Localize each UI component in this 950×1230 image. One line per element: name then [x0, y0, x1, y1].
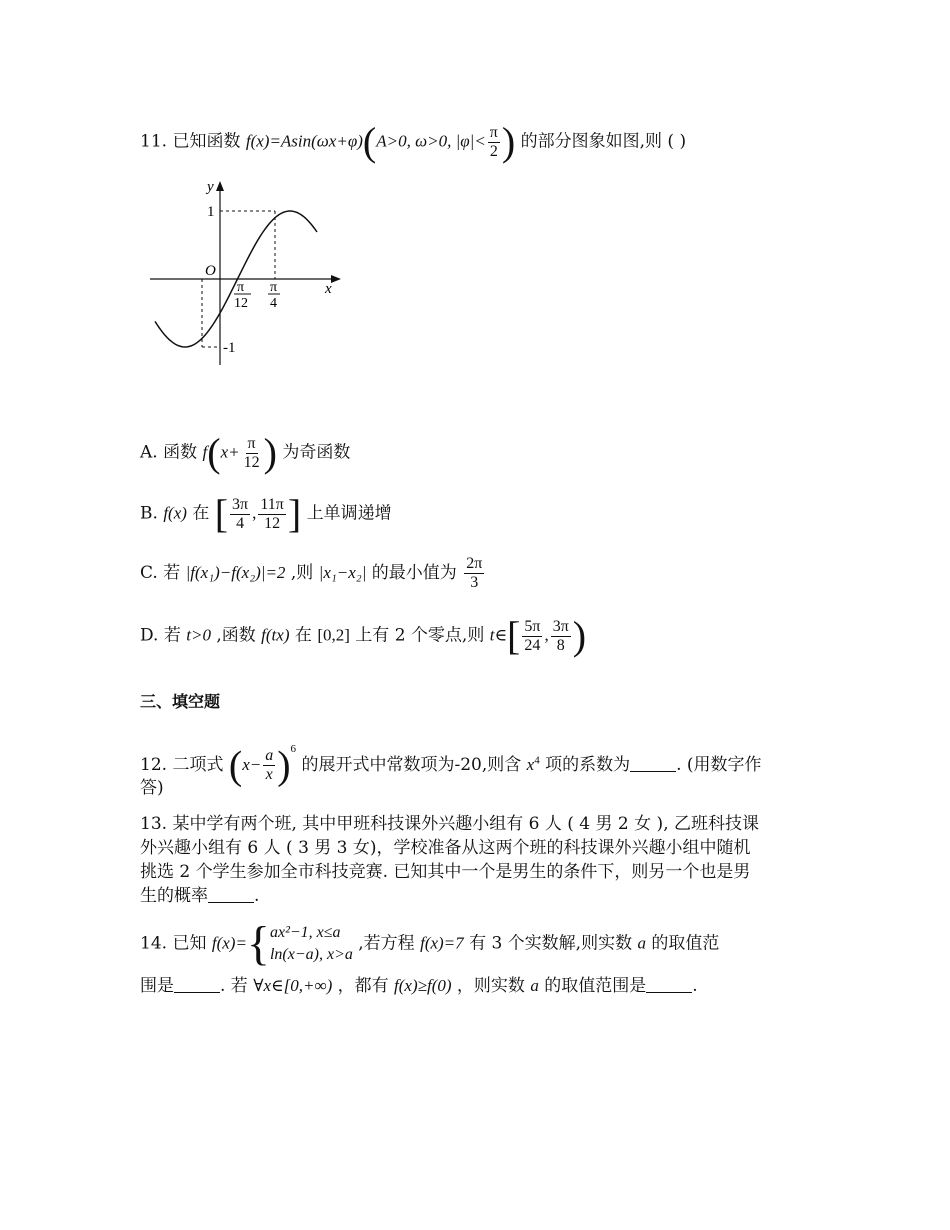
- tick1-num: π: [237, 280, 245, 295]
- q14-answer-blank-2[interactable]: [646, 976, 692, 993]
- tick2-den: 4: [270, 296, 277, 311]
- q14-piecewise: ax²−1, x≤a ln(x−a), x>a: [269, 924, 353, 963]
- y-axis-label: y: [207, 179, 214, 195]
- q11-stem-post: 的部分图象如图,则: [520, 131, 663, 152]
- y-axis-arrow: [216, 181, 224, 191]
- q11-option-d: D. 若 t>0 ,函数 f(tx) 在 [0,2] 上有 2 个零点,则 t∈[ $\frac{5\pi}{24}$ , $\frac{3\pi}{8}$ ): [140, 613, 587, 658]
- y-min-label: -1: [223, 340, 236, 356]
- q11-option-c: C. 若 |f(x₁)−f(x₂)|=2 ,则 |x₁−x₂| 的最小值为 $\frac{2\pi}{3}$: [140, 555, 483, 591]
- q11-option-b: B. f(x) 在 [ $\frac{3\pi}{4}$ , $\frac{11\pi}{12}$ ] 上单调递增: [140, 491, 392, 536]
- q11-stem: 11. 已知函数 f(x)=Asin(ωx+φ)(A>0, ω>0, |φ|< $\frac{\pi}{2}$ ) 的部分图象如图,则 ( ): [140, 119, 687, 164]
- section-heading: 三、填空题: [140, 692, 221, 711]
- q11-answer-paren: ( ): [667, 131, 687, 152]
- q12-line2: 答): [140, 778, 164, 798]
- x-axis-label: x: [325, 281, 332, 297]
- q11-func: f(x)=Asin(ωx+φ): [245, 131, 363, 151]
- q11-stem-pre: 已知函数: [172, 131, 241, 152]
- q13-answer-blank[interactable]: [208, 886, 254, 903]
- q14-answer-blank-1[interactable]: [174, 976, 220, 993]
- q11-function-graph: [145, 175, 345, 375]
- tick1-den: 12: [234, 296, 248, 311]
- q12-line1: 12. 二项式 (x− $\frac{a}{x}$ )$^6$ 的展开式中常数项为-20,则含 $x^4$ 项的系数为 . (用数字作: [140, 742, 762, 788]
- q14-line2: 围是 . 若 ∀x∈[0,+∞) ，都有 f(x)≥f(0) ，则实数 a 的取值范围是 .: [140, 976, 698, 996]
- q14-line1: 14. 已知 f(x)={ ax²−1, x≤a ln(x−a), x>a ,若方程 f(x)=7 有 3 个实数解,则实数 a 的取值范: [140, 917, 720, 970]
- q13-line2: 外兴趣小组有 6 人 ( 3 男 3 女)，学校准备从这两个班的科技课外兴趣小组中随机: [140, 838, 751, 858]
- q11-number: 11.: [140, 131, 168, 152]
- q13-line4: 生的概率 .: [140, 886, 260, 906]
- q11-cond-frac: $\frac{\pi}{2}$: [489, 123, 498, 160]
- q13-line3: 挑选 2 个学生参加全市科技竞赛. 已知其中一个是男生的条件下，则另一个也是男: [140, 862, 751, 882]
- q13-line1: 13. 某中学有两个班, 其中甲班科技课外兴趣小组有 6 人 ( 4 男 2 女 ), 乙班科技课: [140, 814, 759, 834]
- x-axis-arrow: [331, 275, 341, 283]
- origin-label: O: [205, 263, 216, 279]
- q11-option-a: A. 函数 f(x+ $\frac{\pi}{12}$ ) 为奇函数: [140, 430, 351, 475]
- q12-answer-blank[interactable]: [630, 755, 676, 772]
- q11-cond: A>0, ω>0, |φ|<: [376, 131, 486, 151]
- tick2-num: π: [270, 280, 278, 295]
- y-max-label: 1: [207, 204, 215, 220]
